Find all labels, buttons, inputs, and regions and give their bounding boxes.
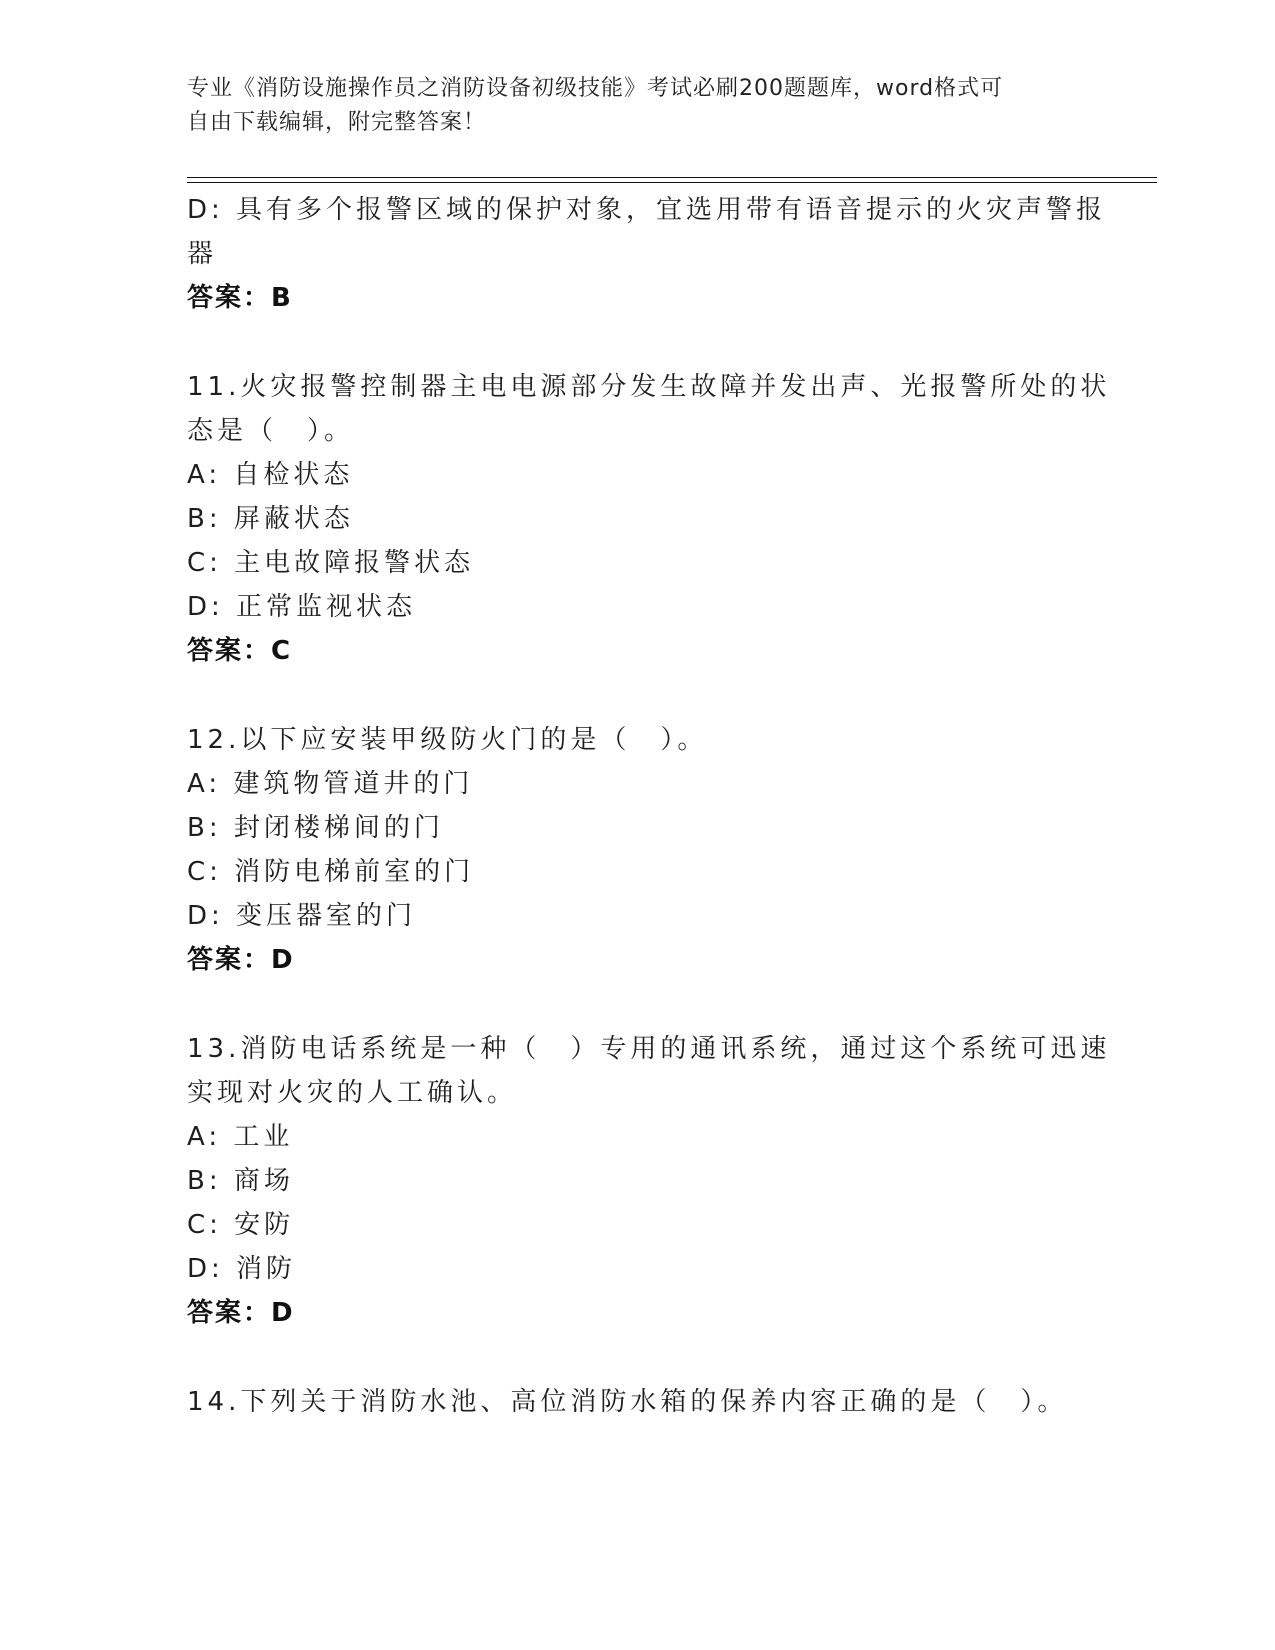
prev-answer: 答案：B [187, 283, 293, 313]
q11-option-b: B: 屏蔽状态 [187, 504, 354, 534]
q11-answer: 答案：C [187, 636, 293, 666]
q13-option-c: C: 安防 [187, 1210, 295, 1240]
header-title-line-1: 专业《消防设施操作员之消防设备初级技能》考试必刷200题题库，word格式可 [187, 76, 1004, 101]
q13-stem-line-2: 实现对火灾的人工确认。 [187, 1078, 518, 1108]
q11-option-d: D: 正常监视状态 [187, 592, 417, 622]
q12-option-d: D: 变压器室的门 [187, 901, 417, 931]
q11-stem-line-2: 态是（ ）。 [187, 416, 355, 446]
q13-option-d: D: 消防 [187, 1254, 297, 1284]
prev-option-d-line-1: D: 具有多个报警区域的保护对象，宜选用带有语音提示的火灾声警报 [187, 195, 1107, 225]
q12-option-c: C: 消防电梯前室的门 [187, 857, 475, 887]
header-divider-top [187, 177, 1157, 178]
q12-stem-line-1: 12.以下应安装甲级防火门的是（ ）。 [187, 725, 708, 755]
q12-option-a: A: 建筑物管道井的门 [187, 769, 474, 799]
q12-answer: 答案：D [187, 945, 295, 975]
q13-stem-line-1: 13.消防电话系统是一种（ ）专用的通讯系统，通过这个系统可迅速 [187, 1034, 1111, 1064]
q11-option-c: C: 主电故障报警状态 [187, 548, 475, 578]
header-divider-bottom [187, 182, 1157, 183]
q11-option-a: A: 自检状态 [187, 460, 354, 490]
q13-option-b: B: 商场 [187, 1166, 294, 1196]
prev-option-d-line-2: 器 [187, 239, 218, 269]
q13-option-a: A: 工业 [187, 1122, 294, 1152]
document-header [187, 72, 1067, 140]
q12-option-b: B: 封闭楼梯间的门 [187, 813, 444, 843]
q14-stem-line-1: 14.下列关于消防水池、高位消防水箱的保养内容正确的是（ ）。 [187, 1387, 1068, 1417]
q13-answer: 答案：D [187, 1298, 295, 1328]
header-title-line-2: 自由下载编辑，附完整答案！ [187, 110, 487, 135]
q11-stem-line-1: 11.火灾报警控制器主电电源部分发生故障并发出声、光报警所处的状 [187, 372, 1111, 402]
